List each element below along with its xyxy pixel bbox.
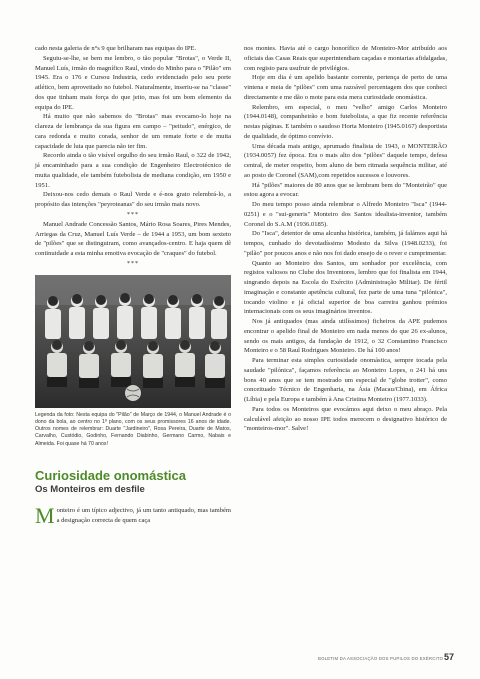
paragraph: Recordo ainda o tão visível orgulho do seu irmão Raul, o 322 de 1942, já encaminhado para a sua condição de Engenheiro Electrotécnico de muita qualidade, ele também futebolista de mediana condição, em 1950 e 1951. — [35, 152, 231, 189]
footer-publication: BOLETIM DA ASSOCIAÇÃO DOS PUPILOS DO EXÉRCITO — [318, 656, 444, 661]
paragraph: Para terminar esta simples curiosidade onomástica, sempre tocada pela saudade "pilónica", façamos referência ao Monteiro Lopes, o 241 há uns bons 40 anos que se tem mostrado um especial de "globe trotter", como conceituado Técnico de Engenharia, na Ásia (Macau/China), em África (Líbia) e pela Europa e também à Ana Cristina Monteiro (1977.1033). — [244, 357, 447, 403]
team-photo-image — [35, 275, 231, 408]
drop-cap: M — [35, 502, 55, 528]
paragraph: Para todos os Monteiros que evocámos aqui deixo o meu abraço. Pela calculável afeição ao nosso IPE todos merecem o designativo histórico de "monteiros-mor". Salve! — [244, 405, 447, 433]
paragraph: nos montes. Havia até o cargo honorífico de Monteiro-Mor atribuído aos oficiais das Casas Reais que superintendiam caçadas e montarias afidalgadas, com registo para usufruir de privilégios. — [244, 45, 447, 72]
paragraph: Relembro, em especial, o meu "velho" amigo Carlos Monteiro (1944.0148), companheirão e bom futebolista, a que fiz recente referência nestas páginas. E também o saudoso Horta Monteiro (1945.0167) desportista de qualidade, de óptimo convívio. — [244, 103, 447, 140]
paragraph: Manuel Andrade Concessão Santos, Mário Rosa Soares, Pires Mendes, Arriegas da Cruz, Manuel Luís Verde – de 1944 a 1953, um bom sexteto de "pilões" que se distinguiram, como avançados-centro. E haja quem dê continuidade a esta minha emotiva evocação de "craques" do futebol. — [35, 220, 231, 257]
intro-text: onteiro é um típico adjectivo, já um tanto antiquado, mas também a designação correcta de quem caça — [56, 506, 231, 524]
intro-paragraph — [35, 502, 231, 528]
paragraph: Quanto ao Monteiro dos Santos, um sonhador por excelência, com registos valiosos no Clube dos Inventores, lembro que foi finalista em 1944, singrando depois na Escola do Exército (Administração Militar). De fértil imaginação e constante apetência cultural, fez parte de uma tuna "pilónica", tocando violino e já oficial superior de boa carreira ganhou prémios internacionais com os seus imaginários inventos. — [244, 259, 447, 316]
paragraph: Deixou-nos cedo demais o Raul Verde e é-nos grato relembrá-lo, a propósito das intenções "peyroteanas" do seu irmão mais novo. — [35, 191, 231, 208]
section-subtitle: Os Monteiros em desfile — [35, 483, 145, 495]
separator: *** — [127, 260, 139, 267]
separator: *** — [127, 211, 139, 218]
section-title: Curiosidade onomástica — [35, 467, 186, 483]
photo-caption: Legenda da foto: Nesta equipa do "Pilão" de Março de 1944, o Manuel Andrade é o dono da bola, ao centro no 1º plano, com os seus promissores 16 anos de idade. Outros nomes de relembrar: Duarte "Jardineiro", Rosa Pereira, Duarte de Matos, Carvalho, Custódio, Godinho, Fernando Diabinho, Germano Carmo, Nabais e Almeida. Foi quase há 70 anos! — [35, 411, 231, 447]
page-footer — [318, 653, 458, 665]
team-photo — [35, 275, 231, 408]
paragraph: cado nesta galeria de n°s 9 que brilharam nas equipas do IPE. — [35, 45, 197, 52]
paragraph: Seguiu-se-lhe, se bem me lembro, o tão popular "Brotas", o Verde II, Manuel Luís, irmão do magnífico Raul, vindo do Minho para o "Pilão" em 1945. Era o 176 e Cursou Industria, cedo evidenciado pelo seu porte atlético, bem aproveitado no futebol. Naturalmente, inseriu-se na "classe" dos que tinham mais força do que jeito, mas foi um bom elemento da equipa do IPE. — [35, 54, 231, 111]
paragraph: Do meu tempo posso ainda relembrar o Alfredo Monteiro "Isca" (1944-0251) e o "sui-generis" Monteiro dos Santos idealista-inventor, também Coronel do S.A.M (1936.0185). — [244, 201, 447, 228]
page-number: 57 — [443, 652, 454, 662]
paragraph: Há muito que não sabemos do "Brotas" mas evocamo-lo hoje na clareza de lembrança da sua figura em campo – "peitudo", enérgico, de cara redonda e muito corada, senhor de um remate forte e de muita capacidade de luta que parecia não ter fim. — [35, 113, 231, 150]
left-column — [35, 44, 231, 528]
paragraph: Uma década mais antigo, aprumado finalista de 1943, o MONTEIRÃO (1934.0057) fez época. Era o mais alto dos "pilões" daquele tempo, defesa central, de meter respeito, bom aluno de bem ritmada sequência militar, até ao posto de Coronel (SAM),com repetidos sucessos e louvores. — [244, 142, 447, 179]
paragraph: Nos já antiquados (mas ainda utilíssimos) ficheiros da APE pudemos encontrar o apelido final de Monteiro em nada menos do que 26 ex-alunos, sendo os mais antigos, da fundação de 1912, o 32 Constantino Francisco Monteiro e o 58 Raul Rodrigues Monteiro. De há 100 anos! — [244, 318, 447, 355]
right-column — [244, 44, 447, 434]
paragraph: Do "Isca", detentor de uma alcunha histórica, também, já falámos aqui há tempos, cunhado do devotadíssimo Modesto da Silva (1948.0233), foi "pilão" por poucos anos e não nos foi dado ensejo de o rever e cumprimentar. — [244, 230, 447, 257]
paragraph: Hoje em dia é um apelido bastante corrente, pertença de perto de uma vintena e meia de "pilões" com uma razoável percentagem dos que conheci directamente e me dão o mote para esta mera curiosidade onomástica. — [244, 74, 447, 101]
paragraph: Há "pilões" maiores de 80 anos que se lembram bem do "Monteirão" que estou agora a evocar. — [244, 181, 447, 199]
